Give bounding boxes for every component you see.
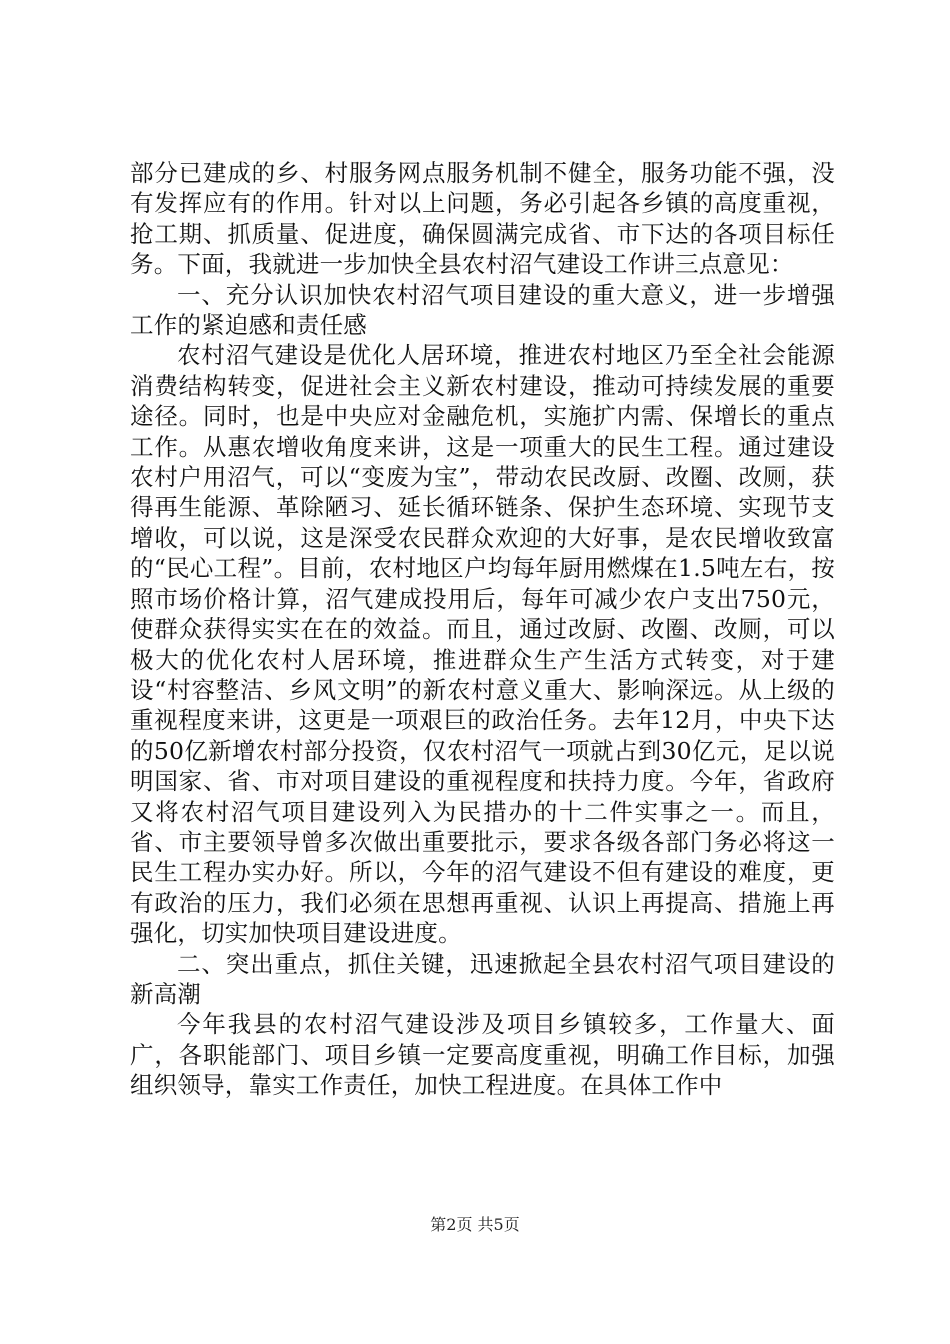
section-heading-2: 二、突出重点，抓住关键，迅速掀起全县农村沼气项目建设的新高潮 (130, 949, 835, 1008)
document-body (130, 158, 835, 1101)
section-heading-1: 一、充分认识加快农村沼气项目建设的重大意义，进一步增强工作的紧迫感和责任感 (130, 280, 835, 340)
page-footer: 第2页 共5页 (430, 1215, 520, 1234)
paragraph-significance: 农村沼气建设是优化人居环境，推进农村地区乃至全社会能源消费结构转变，促进社会主义新农村建设，推动可持续发展的重要途径。同时，也是中央应对金融危机，实施扩内需、保增长的重点工作。从惠农增收角度来讲，这是一项重大的民生工程。通过建设农村户用沼气，可以“变废为宝”，带动农民改厨、改圈、改厕，获得再生能源、革除陋习、延长循环链条、保护生态环境、实现节支增收，可以说，这是深受农民群众欢迎的大好事，是农民增收致富的“民心工程”。目前，农村地区户均每年厨用燃煤在1.5吨左右，按照市场价格计算，沼气建成投用后，每年可减少农户支出750元，使群众获得实实在在的效益。而且，通过改厨、改圈、改厕，可以极大的优化农村人居环境，推进群众生产生活方式转变，对于建设“村容整洁、乡风文明”的新农村意义重大、影响深远。从上级的重视程度来讲，这更是一项艰巨的政治任务。去年12月，中央下达的50亿新增农村部分投资，仅农村沼气一项就占到30亿元，足以说明国家、省、市对项目建设的重视程度和扶持力度。今年，省政府又将农村沼气项目建设列入为民措办的十二件实事之一。而且，省、市主要领导曾多次做出重要批示，要求各级各部门务必将这一民生工程办实办好。所以，今年的沼气建设不但有建设的难度，更有政治的压力，我们必须在思想再重视、认识上再提高、措施上再强化，切实加快项目建设进度。 (130, 341, 835, 948)
paragraph-continuation: 部分已建成的乡、村服务网点服务机制不健全，服务功能不强，没有发挥应有的作用。针对以上问题，务必引起各乡镇的高度重视，抢工期、抓质量、促进度，确保圆满完成省、市下达的各项目标任务。下面，我就进一步加快全县农村沼气建设工作讲三点意见： (130, 159, 835, 279)
paragraph-key-points: 今年我县的农村沼气建设涉及项目乡镇较多，工作量大、面广，各职能部门、项目乡镇一定要高度重视，明确工作目标，加强组织领导，靠实工作责任，加快工程进度。在具体工作中 (130, 1010, 835, 1100)
